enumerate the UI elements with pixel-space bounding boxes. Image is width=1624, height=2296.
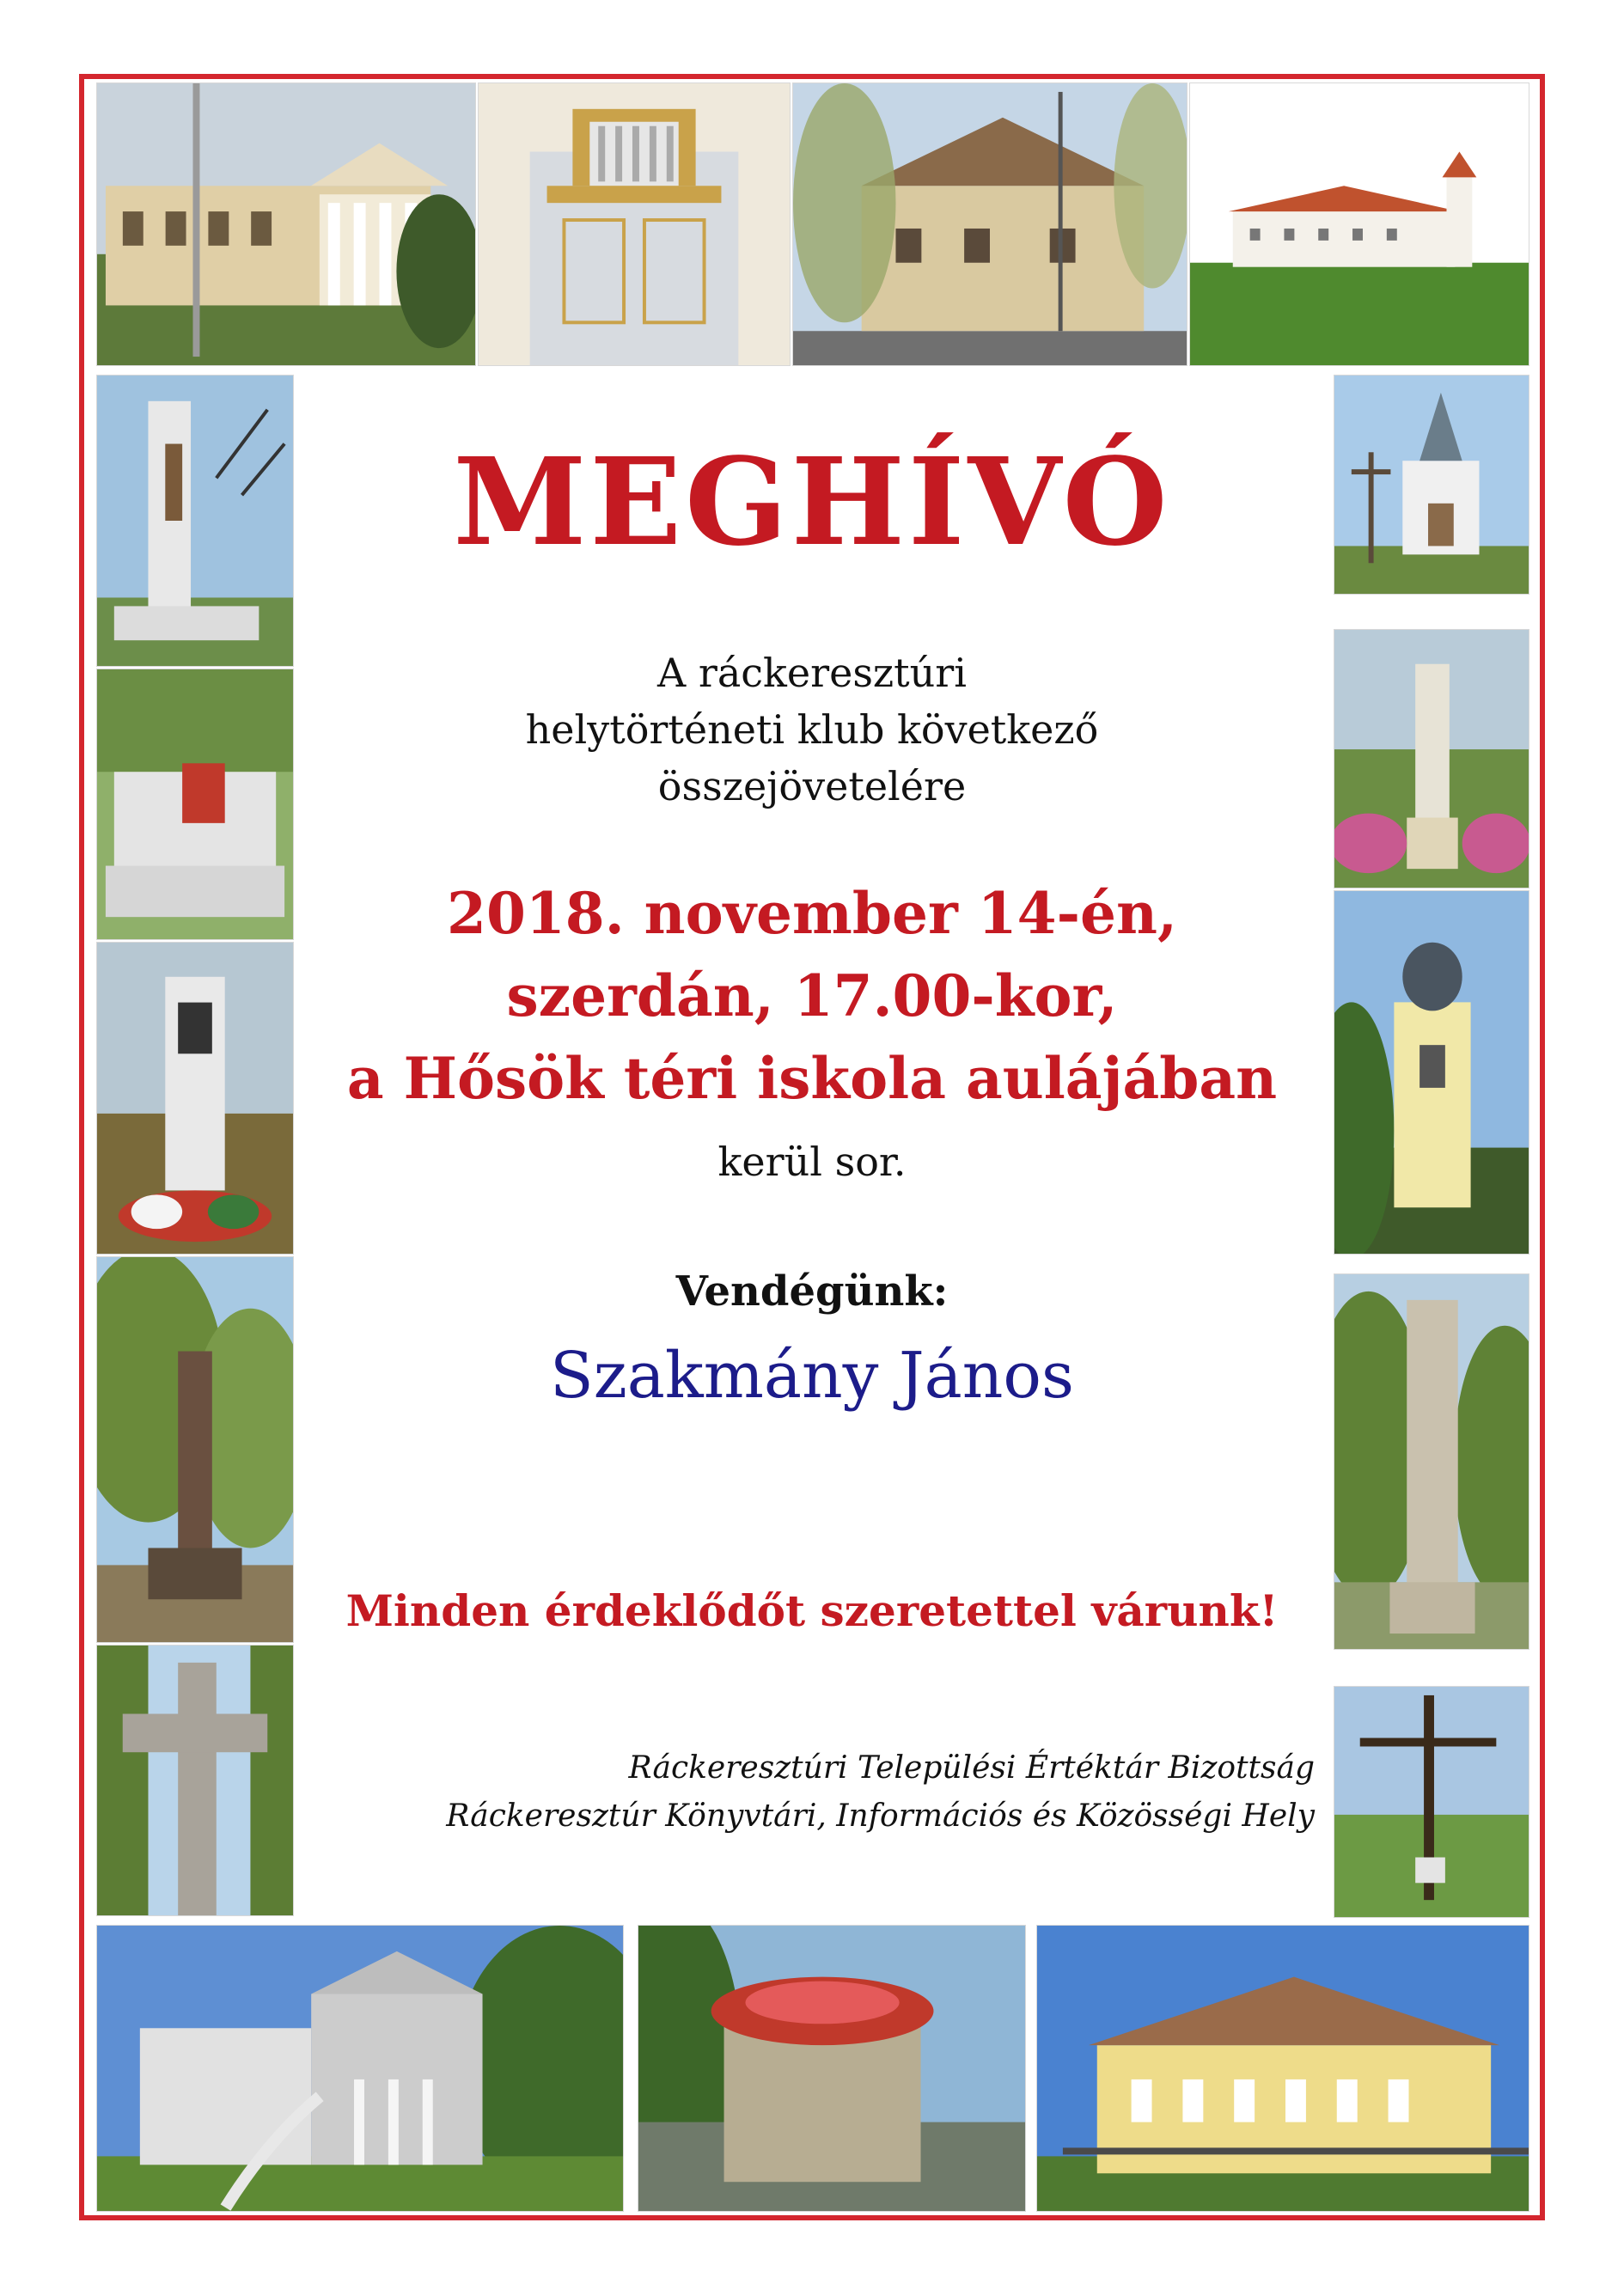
church-organ-photo xyxy=(478,82,791,366)
manor-house-photo xyxy=(96,82,476,366)
invitation-intro xyxy=(318,644,1306,815)
intro-line-3: összejövetelére xyxy=(657,763,967,809)
welcome-message: Minden érdeklődőt szeretettel várunk! xyxy=(345,1585,1279,1636)
small-chapel-photo xyxy=(1334,375,1529,595)
event-date: 2018. november 14-én, xyxy=(447,880,1177,947)
war-memorial-photo xyxy=(96,375,294,667)
heroes-memorial-wreaths-photo xyxy=(96,942,294,1255)
stone-cross-photo xyxy=(96,1645,294,1916)
event-time: szerdán, 17.00-kor, xyxy=(506,962,1118,1029)
village-house-photo xyxy=(792,82,1187,366)
cultural-house-photo xyxy=(96,1925,624,2212)
intro-line-1: A ráckeresztúri xyxy=(657,650,967,696)
closing-text: kerül sor. xyxy=(717,1139,907,1185)
event-place: a Hősök téri iskola aulájában xyxy=(346,1045,1278,1112)
organizer-2: Ráckeresztúr Könyvtári, Információs és Közösségi Hely xyxy=(446,1798,1315,1834)
organizers xyxy=(309,1744,1315,1841)
intro-line-2: helytörténeti klub következő xyxy=(525,706,1099,753)
guest-name: Szakmány János xyxy=(550,1339,1074,1413)
event-details xyxy=(318,872,1306,1120)
stone-pillar-flowers-photo xyxy=(1334,629,1529,888)
flower-planter-photo xyxy=(638,1925,1026,2212)
community-building-photo xyxy=(1189,82,1529,366)
statue-photo xyxy=(96,1256,294,1643)
invitation-title: MEGHÍVÓ xyxy=(453,432,1171,573)
church-tower-photo xyxy=(1334,890,1529,1255)
coat-of-arms-monument-photo xyxy=(96,669,294,940)
roadside-cross-photo xyxy=(1334,1686,1529,1918)
organizer-1: Ráckeresztúri Települési Értéktár Bizottság xyxy=(628,1750,1315,1786)
guest-label: Vendégünk: xyxy=(675,1267,949,1316)
yellow-building-photo xyxy=(1036,1925,1529,2212)
baroque-column-photo xyxy=(1334,1273,1529,1650)
